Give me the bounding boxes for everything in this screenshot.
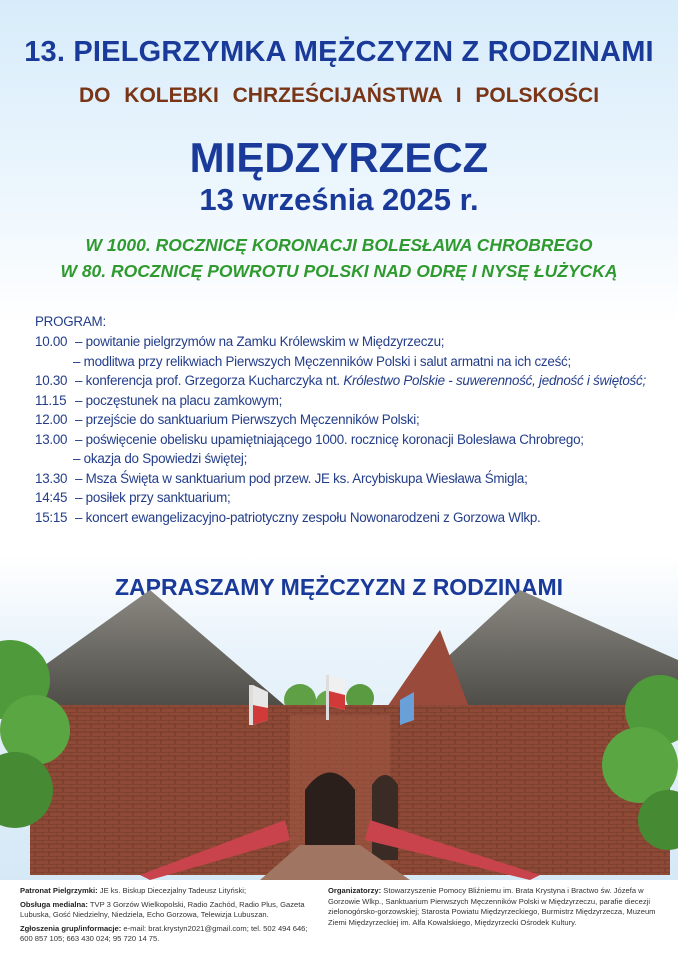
program-time: 11.15	[35, 392, 67, 408]
patronage-text: JE ks. Biskup Diecezjalny Tadeusz Lityński;	[97, 886, 247, 895]
program-description: – okazja do Spowiedzi świętej;	[35, 449, 247, 469]
castle-illustration	[0, 560, 678, 880]
program-item	[35, 508, 675, 528]
program-time: 13.30	[35, 470, 68, 486]
program-item	[35, 332, 675, 352]
program-section	[35, 312, 675, 527]
footer-right-column	[328, 886, 658, 931]
program-description: – koncert ewangelizacyjno-patriotyczny zespołu Nowonarodzeni z Gorzowa Wlkp.	[75, 508, 541, 528]
program-time: 10.30	[35, 373, 68, 388]
media-label: Obsługa medialna:	[20, 899, 88, 909]
flagpole	[326, 675, 329, 720]
event-city: MIĘDZYRZECZ	[189, 134, 489, 181]
patronage-label: Patronat Pielgrzymki:	[20, 886, 98, 895]
program-time: 15:15	[35, 509, 68, 525]
patronage	[20, 886, 315, 897]
invitation-text: ZAPRASZAMY MĘŻCZYZN Z RODZINAMI	[114, 574, 564, 600]
program-item	[35, 410, 675, 430]
program-description: – Msza Święta w sanktuarium pod przew. JE ks. Arcybiskupa Wiesława Śmigla;	[75, 469, 528, 489]
media-partners	[20, 900, 315, 921]
program-time: 10.00	[35, 334, 68, 349]
program-time: 13.00	[35, 431, 68, 447]
footer-left-column	[20, 886, 315, 948]
program-time: 14:45	[35, 490, 68, 505]
program-description: – poczęstunek na placu zamkowym;	[75, 391, 282, 411]
program-item	[35, 371, 675, 391]
registration-info	[20, 924, 315, 945]
event-subtitle: DO KOLEBKI CHRZEŚCIJAŃSTWA I POLSKOŚCI	[78, 84, 600, 107]
program-item	[35, 488, 675, 508]
program-item	[35, 469, 675, 489]
program-item	[35, 352, 675, 372]
side-arch	[372, 775, 398, 860]
anniversary-line-2: W 80. ROCZNICĘ POWROTU POLSKI NAD ODRĘ I NYSĘ ŁUŻYCKĄ	[60, 261, 618, 281]
event-title: 13. PIELGRZYMKA MĘŻCZYZN Z RODZINAMI	[24, 36, 654, 68]
program-item	[35, 391, 675, 411]
organizers	[328, 886, 658, 928]
program-description: – modlitwa przy relikwiach Pierwszych Męczenników Polski i salut armatni na ich cześć;	[35, 352, 571, 372]
program-description: – poświęcenie obelisku upamiętniającego 1000. rocznicę koronacji Bolesława Chrobrego;	[75, 430, 584, 450]
lecture-title: Królestwo Polskie - suwerenność, jedność i świętość;	[343, 373, 646, 388]
program-time: 12.00	[35, 412, 68, 427]
program-description: – powitanie pielgrzymów na Zamku Królewskim w Międzyrzeczu;	[75, 332, 444, 352]
flagpole	[249, 685, 253, 725]
footer	[0, 880, 678, 957]
program-description	[75, 371, 646, 391]
registration-text: e-mail: brat.krystyn2021@gmail.com; tel. 502 494 646; 600 857 105; 663 430 024; 95 720 14 75.	[20, 923, 308, 943]
anniversary-line-1: W 1000. ROCZNICĘ KORONACJI BOLESŁAWA CHROBREGO	[85, 235, 593, 255]
organizers-label: Organizatorzy:	[328, 886, 382, 895]
registration-label: Zgłoszenia grup/informacje:	[20, 923, 122, 933]
program-description: – przejście do sanktuarium Pierwszych Męczenników Polski;	[75, 410, 419, 430]
event-date: 13 września 2025 r.	[199, 182, 479, 217]
media-text: TVP 3 Gorzów Wielkopolski, Radio Zachód, Radio Plus, Gazeta Lubuska, Gość Niedzielny, Niedziela, Echo Gorzowa, Telewizja Lubuszan.	[20, 899, 305, 919]
program-heading: PROGRAM:	[35, 314, 106, 329]
program-description-text: konferencja prof. Grzegorza Kucharczyka nt.	[85, 373, 344, 388]
program-item	[35, 430, 675, 450]
program-item	[35, 449, 675, 469]
program-description: – posiłek przy sanktuarium;	[75, 488, 231, 508]
organizers-text: Stowarzyszenie Pomocy Bliźniemu im. Brata Krystyna i Bractwo św. Józefa w Gorzowie Wlkp., Sanktuarium Pierwszych Męczenników Polski w Międzyrzeczu, parafie diecezji zielonogórsko-gorzowskiej; Starosta Powiatu Międzyrzeckiego, Burmistrz Międzyrzecza, Muzeum Ziemi Międzyrzeckiej im. Alfa Kowalskiego, Międzyrzecki Ośrodek Kultury.	[328, 886, 656, 927]
